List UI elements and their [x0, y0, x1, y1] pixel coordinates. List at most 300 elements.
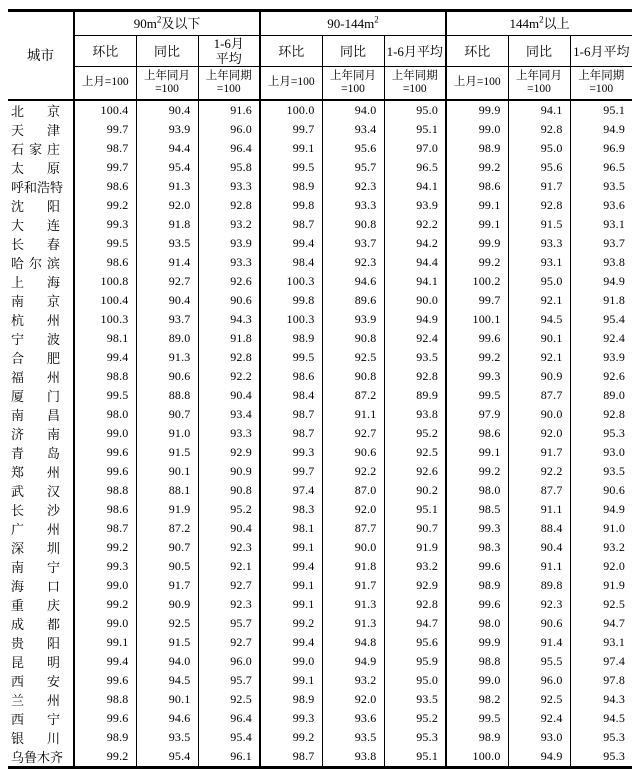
city-name: 哈 尔 滨	[11, 256, 60, 271]
value-cell: 94.2	[384, 234, 446, 253]
value-cell: 100.0	[446, 747, 508, 768]
col-header-avg-g1: 1-6月 平均	[198, 36, 260, 67]
city-name: 沈 阳	[11, 199, 60, 214]
value-cell: 91.9	[384, 538, 446, 557]
value-cell: 98.9	[260, 690, 322, 709]
value-cell: 99.5	[260, 348, 322, 367]
value-cell: 93.3	[198, 253, 260, 272]
value-cell: 93.4	[322, 120, 384, 139]
value-cell: 98.9	[74, 728, 136, 747]
value-cell: 91.9	[570, 576, 632, 595]
value-cell: 91.3	[136, 348, 198, 367]
table-row	[8, 139, 632, 158]
value-cell: 90.1	[136, 462, 198, 481]
value-cell: 91.3	[322, 595, 384, 614]
value-cell: 93.0	[508, 728, 570, 747]
value-cell: 97.4	[570, 652, 632, 671]
value-cell: 93.3	[198, 177, 260, 196]
value-cell: 96.0	[198, 120, 260, 139]
value-cell: 99.3	[260, 443, 322, 462]
value-cell: 91.7	[322, 576, 384, 595]
value-cell: 92.8	[570, 405, 632, 424]
value-cell: 99.3	[74, 557, 136, 576]
value-cell: 91.8	[322, 557, 384, 576]
value-cell: 94.9	[570, 272, 632, 291]
value-cell: 99.4	[260, 633, 322, 652]
value-cell: 87.7	[508, 386, 570, 405]
value-cell: 99.9	[446, 100, 508, 120]
city-name: 长 沙	[11, 503, 60, 518]
value-cell: 92.3	[198, 595, 260, 614]
value-cell: 99.0	[260, 652, 322, 671]
value-cell: 90.4	[198, 519, 260, 538]
base-header-avg-g1: 上年同期 =100	[198, 67, 260, 101]
value-cell: 99.6	[74, 709, 136, 728]
value-cell: 92.0	[570, 557, 632, 576]
value-cell: 94.3	[198, 310, 260, 329]
value-cell: 93.5	[570, 177, 632, 196]
group-header-90-and-below: $90m^2$及以下	[74, 11, 260, 36]
value-cell: 93.9	[384, 196, 446, 215]
value-cell: 90.6	[198, 291, 260, 310]
value-cell: 99.8	[260, 291, 322, 310]
group-header-row	[8, 11, 632, 36]
city-name: 福 州	[11, 370, 60, 385]
table-row	[8, 215, 632, 234]
group-header-90-144: $90-144m^2$	[260, 11, 446, 36]
value-cell: 98.6	[74, 253, 136, 272]
value-cell: 93.2	[570, 538, 632, 557]
value-cell: 93.9	[198, 234, 260, 253]
table-row	[8, 234, 632, 253]
value-cell: 94.4	[384, 253, 446, 272]
base-header-mom-g3: 上月=100	[446, 67, 508, 101]
value-cell: 95.8	[198, 158, 260, 177]
value-cell: 98.7	[74, 139, 136, 158]
value-cell: 100.4	[74, 291, 136, 310]
value-cell: 87.0	[322, 481, 384, 500]
base-header-yoy-g1: 上年同月 =100	[136, 67, 198, 101]
value-cell: 91.7	[508, 177, 570, 196]
table-row	[8, 500, 632, 519]
table-row	[8, 652, 632, 671]
value-cell: 92.0	[322, 500, 384, 519]
table-row	[8, 348, 632, 367]
value-cell: 99.1	[260, 595, 322, 614]
value-cell: 99.6	[446, 595, 508, 614]
table-row	[8, 100, 632, 120]
value-cell: 92.5	[136, 614, 198, 633]
value-cell: 99.3	[446, 367, 508, 386]
value-cell: 99.4	[74, 348, 136, 367]
city-name: 厦 门	[11, 389, 60, 404]
value-cell: 99.4	[260, 557, 322, 576]
value-cell: 94.1	[384, 272, 446, 291]
value-cell: 91.4	[136, 253, 198, 272]
value-cell: 93.8	[570, 253, 632, 272]
value-cell: 99.2	[446, 158, 508, 177]
value-cell: 93.2	[322, 671, 384, 690]
value-cell: 92.0	[508, 424, 570, 443]
value-cell: 91.8	[570, 291, 632, 310]
value-cell: 98.9	[260, 329, 322, 348]
value-cell: 92.9	[198, 443, 260, 462]
value-cell: 98.6	[446, 424, 508, 443]
value-cell: 99.3	[260, 709, 322, 728]
value-cell: 95.7	[198, 671, 260, 690]
value-cell: 91.7	[508, 443, 570, 462]
value-cell: 99.6	[446, 557, 508, 576]
value-cell: 95.1	[384, 120, 446, 139]
value-cell: 99.1	[446, 215, 508, 234]
value-cell: 92.2	[384, 215, 446, 234]
value-cell: 99.8	[260, 196, 322, 215]
superscript-2: 2	[539, 14, 544, 25]
value-cell: 98.4	[260, 253, 322, 272]
value-cell: 90.7	[384, 519, 446, 538]
value-cell: 91.9	[136, 500, 198, 519]
value-cell: 100.1	[446, 310, 508, 329]
value-cell: 90.9	[198, 462, 260, 481]
value-cell: 95.5	[508, 652, 570, 671]
value-cell: 93.9	[322, 310, 384, 329]
city-name: 南 宁	[11, 560, 60, 575]
value-cell: 91.7	[136, 576, 198, 595]
value-cell: 100.4	[74, 100, 136, 120]
table-row	[8, 462, 632, 481]
value-cell: 99.7	[260, 462, 322, 481]
value-cell: 95.3	[384, 728, 446, 747]
city-name: 上 海	[11, 275, 60, 290]
value-cell: 94.8	[322, 633, 384, 652]
value-cell: 99.9	[446, 234, 508, 253]
value-cell: 89.8	[508, 576, 570, 595]
value-cell: 92.2	[508, 462, 570, 481]
value-cell: 98.9	[446, 576, 508, 595]
table-row	[8, 367, 632, 386]
value-cell: 93.4	[198, 405, 260, 424]
value-cell: 92.9	[384, 576, 446, 595]
table-row	[8, 424, 632, 443]
value-cell: 98.9	[446, 728, 508, 747]
value-cell: 98.6	[260, 367, 322, 386]
value-cell: 92.0	[322, 690, 384, 709]
value-cell: 98.7	[74, 519, 136, 538]
value-cell: 98.1	[260, 519, 322, 538]
value-cell: 98.7	[260, 747, 322, 768]
value-cell: 91.5	[508, 215, 570, 234]
city-name: 深 圳	[11, 541, 60, 556]
city-name: 石 家 庄	[11, 142, 60, 157]
base-header-row	[8, 67, 632, 101]
value-cell: 99.2	[446, 348, 508, 367]
value-cell: 93.7	[570, 234, 632, 253]
city-name: 银 川	[11, 731, 60, 746]
value-cell: 95.7	[322, 158, 384, 177]
value-cell: 88.8	[136, 386, 198, 405]
table-row	[8, 728, 632, 747]
value-cell: 98.3	[260, 500, 322, 519]
value-cell: 92.3	[322, 177, 384, 196]
value-cell: 95.4	[198, 728, 260, 747]
value-cell: 91.4	[508, 633, 570, 652]
table-row	[8, 614, 632, 633]
value-cell: 98.0	[446, 614, 508, 633]
table-row	[8, 690, 632, 709]
city-name: 长 春	[11, 237, 60, 252]
value-cell: 99.0	[74, 424, 136, 443]
col-header-yoy-g2: 同比	[322, 36, 384, 67]
value-cell: 96.5	[570, 158, 632, 177]
value-cell: 93.3	[322, 196, 384, 215]
value-cell: 98.8	[74, 481, 136, 500]
value-cell: 91.3	[322, 614, 384, 633]
value-cell: 95.1	[384, 500, 446, 519]
city-name: 南 昌	[11, 408, 60, 423]
value-cell: 95.2	[384, 424, 446, 443]
value-cell: 90.6	[570, 481, 632, 500]
value-cell: 99.0	[74, 614, 136, 633]
value-cell: 99.6	[74, 462, 136, 481]
col-header-mom-g2: 环比	[260, 36, 322, 67]
table-row	[8, 272, 632, 291]
value-cell: 98.0	[446, 481, 508, 500]
value-cell: 94.1	[384, 177, 446, 196]
value-cell: 91.5	[136, 633, 198, 652]
value-cell: 92.2	[198, 367, 260, 386]
value-cell: 99.1	[260, 576, 322, 595]
city-name: 武 汉	[11, 484, 60, 499]
value-cell: 90.6	[136, 367, 198, 386]
col-header-mom-g1: 环比	[74, 36, 136, 67]
value-cell: 95.6	[384, 633, 446, 652]
value-cell: 96.1	[198, 747, 260, 768]
value-cell: 90.7	[136, 405, 198, 424]
value-cell: 93.5	[384, 690, 446, 709]
value-cell: 98.6	[74, 500, 136, 519]
value-cell: 97.9	[446, 405, 508, 424]
value-cell: 90.5	[136, 557, 198, 576]
table-row	[8, 595, 632, 614]
city-name: 大 连	[11, 218, 60, 233]
table-body	[8, 100, 632, 768]
value-cell: 99.5	[74, 386, 136, 405]
value-cell: 99.3	[74, 215, 136, 234]
value-cell: 93.5	[570, 462, 632, 481]
value-cell: 95.1	[384, 747, 446, 768]
city-name: 郑 州	[11, 465, 60, 480]
value-cell: 99.0	[446, 120, 508, 139]
value-cell: 90.8	[322, 329, 384, 348]
value-cell: 92.0	[136, 196, 198, 215]
value-cell: 92.7	[322, 424, 384, 443]
table-row	[8, 519, 632, 538]
value-cell: 95.2	[384, 709, 446, 728]
value-cell: 87.7	[508, 481, 570, 500]
value-cell: 94.6	[322, 272, 384, 291]
value-cell: 94.9	[508, 747, 570, 768]
value-cell: 90.8	[322, 215, 384, 234]
value-cell: 87.2	[322, 386, 384, 405]
value-cell: 99.2	[260, 728, 322, 747]
value-cell: 90.4	[198, 386, 260, 405]
table-row	[8, 253, 632, 272]
value-cell: 94.0	[136, 652, 198, 671]
value-cell: 93.5	[136, 728, 198, 747]
value-cell: 98.0	[74, 405, 136, 424]
value-cell: 95.2	[198, 500, 260, 519]
value-cell: 99.2	[74, 747, 136, 768]
value-cell: 91.6	[198, 100, 260, 120]
value-cell: 98.6	[446, 177, 508, 196]
value-cell: 93.9	[136, 120, 198, 139]
value-cell: 98.8	[74, 690, 136, 709]
value-cell: 98.5	[446, 500, 508, 519]
base-header-avg-g2: 上年同期 =100	[384, 67, 446, 101]
value-cell: 90.6	[322, 443, 384, 462]
value-cell: 92.3	[322, 253, 384, 272]
city-name: 青 岛	[11, 446, 60, 461]
value-cell: 99.5	[260, 158, 322, 177]
value-cell: 99.1	[260, 538, 322, 557]
value-cell: 90.1	[508, 329, 570, 348]
value-cell: 89.9	[384, 386, 446, 405]
value-cell: 98.8	[74, 367, 136, 386]
col-header-avg-g3: 1-6月平均	[570, 36, 632, 67]
value-cell: 94.7	[384, 614, 446, 633]
city-name: 宁 波	[11, 332, 60, 347]
value-cell: 89.0	[136, 329, 198, 348]
value-cell: 91.0	[570, 519, 632, 538]
value-cell: 91.0	[136, 424, 198, 443]
col-header-yoy-g3: 同比	[508, 36, 570, 67]
table-row	[8, 329, 632, 348]
city-name: 贵 阳	[11, 636, 60, 651]
city-name: 昆 明	[11, 655, 60, 670]
value-cell: 94.5	[136, 671, 198, 690]
value-cell: 96.0	[508, 671, 570, 690]
superscript-2: 2	[374, 14, 379, 25]
value-cell: 92.1	[508, 291, 570, 310]
value-cell: 99.5	[446, 386, 508, 405]
value-cell: 93.1	[508, 253, 570, 272]
value-cell: 90.8	[322, 367, 384, 386]
value-cell: 92.7	[198, 576, 260, 595]
value-cell: 91.8	[198, 329, 260, 348]
value-cell: 93.0	[570, 443, 632, 462]
city-name: 海 口	[11, 579, 60, 594]
value-cell: 90.9	[136, 595, 198, 614]
value-cell: 99.2	[74, 538, 136, 557]
base-header-yoy-g2: 上年同月 =100	[322, 67, 384, 101]
value-cell: 92.6	[570, 367, 632, 386]
city-name: 重 庆	[11, 598, 60, 613]
table-row	[8, 671, 632, 690]
table-row	[8, 747, 632, 768]
value-cell: 92.5	[384, 443, 446, 462]
value-cell: 91.1	[322, 405, 384, 424]
value-cell: 95.3	[570, 728, 632, 747]
value-cell: 92.5	[322, 348, 384, 367]
value-cell: 93.7	[322, 234, 384, 253]
value-cell: 91.5	[136, 443, 198, 462]
value-cell: 90.6	[508, 614, 570, 633]
value-cell: 93.2	[198, 215, 260, 234]
value-cell: 87.2	[136, 519, 198, 538]
value-cell: 90.7	[136, 538, 198, 557]
value-cell: 99.9	[446, 633, 508, 652]
value-cell: 98.9	[260, 177, 322, 196]
value-cell: 98.6	[74, 177, 136, 196]
base-header-mom-g2: 上月=100	[260, 67, 322, 101]
value-cell: 88.1	[136, 481, 198, 500]
value-cell: 97.4	[260, 481, 322, 500]
value-cell: 92.8	[384, 595, 446, 614]
value-cell: 95.4	[136, 158, 198, 177]
value-cell: 95.6	[508, 158, 570, 177]
col-header-avg-g2: 1-6月平均	[384, 36, 446, 67]
value-cell: 93.8	[322, 747, 384, 768]
value-cell: 99.2	[74, 595, 136, 614]
value-cell: 99.1	[446, 196, 508, 215]
table-row	[8, 443, 632, 462]
table-row	[8, 405, 632, 424]
city-name: 天 津	[11, 123, 60, 138]
value-cell: 95.3	[570, 424, 632, 443]
value-cell: 90.4	[136, 291, 198, 310]
value-cell: 92.8	[508, 120, 570, 139]
value-cell: 93.5	[384, 348, 446, 367]
table-row	[8, 633, 632, 652]
value-cell: 92.8	[508, 196, 570, 215]
col-header-yoy-g1: 同比	[136, 36, 198, 67]
value-cell: 93.5	[136, 234, 198, 253]
city-name: 乌 鲁 木 齐	[11, 750, 64, 765]
table-row	[8, 481, 632, 500]
value-cell: 92.8	[198, 196, 260, 215]
value-cell: 92.8	[384, 367, 446, 386]
value-cell: 99.1	[260, 671, 322, 690]
table-row	[8, 576, 632, 595]
value-cell: 89.6	[322, 291, 384, 310]
value-cell: 94.5	[570, 709, 632, 728]
base-header-mom-g1: 上月=100	[74, 67, 136, 101]
value-cell: 93.2	[384, 557, 446, 576]
city-name: 西 安	[11, 674, 60, 689]
value-cell: 99.6	[446, 329, 508, 348]
table-row	[8, 557, 632, 576]
value-cell: 94.9	[570, 120, 632, 139]
value-cell: 90.4	[136, 100, 198, 120]
value-cell: 100.8	[74, 272, 136, 291]
value-cell: 99.0	[446, 671, 508, 690]
value-cell: 95.7	[198, 614, 260, 633]
value-cell: 92.8	[198, 348, 260, 367]
value-cell: 94.9	[570, 500, 632, 519]
value-cell: 98.9	[446, 139, 508, 158]
table-row	[8, 196, 632, 215]
value-cell: 92.4	[508, 709, 570, 728]
value-cell: 98.3	[446, 538, 508, 557]
value-cell: 92.4	[570, 329, 632, 348]
value-cell: 93.7	[136, 310, 198, 329]
superscript-2: 2	[156, 14, 162, 25]
value-cell: 99.1	[260, 139, 322, 158]
value-cell: 99.1	[446, 443, 508, 462]
value-cell: 92.5	[198, 690, 260, 709]
value-cell: 99.7	[74, 120, 136, 139]
col-header-mom-g3: 环比	[446, 36, 508, 67]
